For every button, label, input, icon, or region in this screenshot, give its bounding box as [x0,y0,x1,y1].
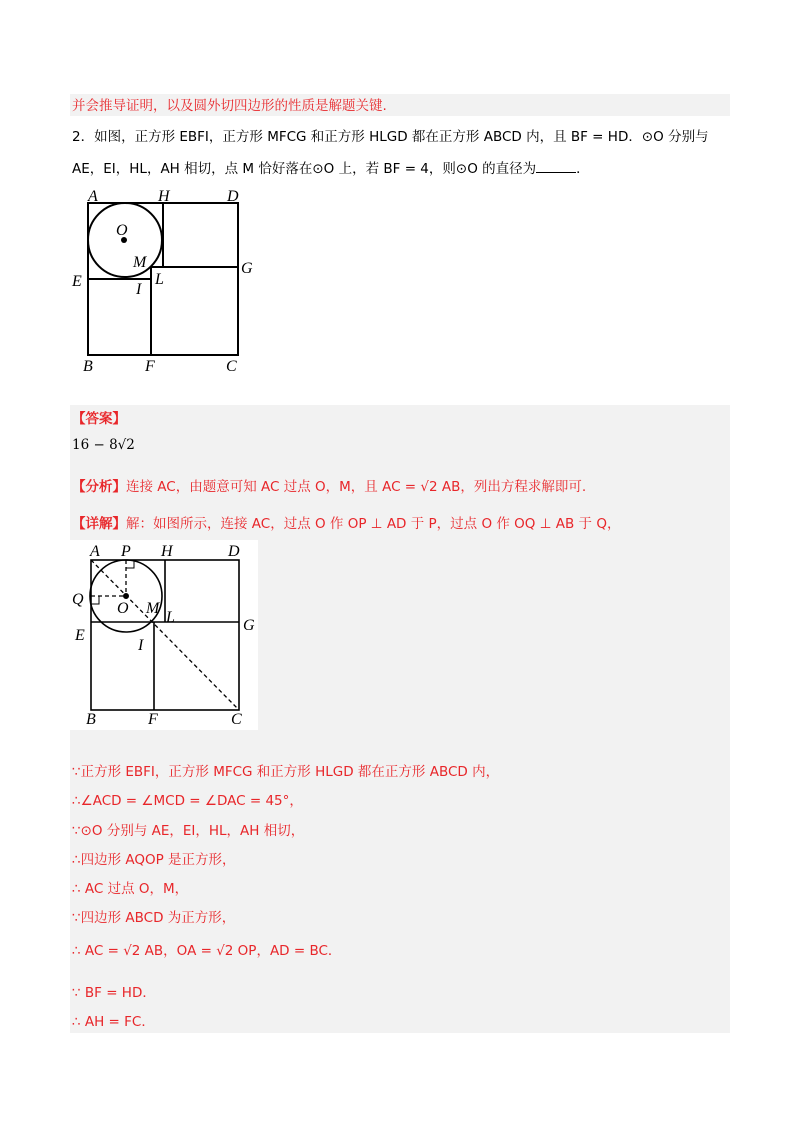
top-note: 并会推导证明，以及圆外切四边形的性质是解题关键. [72,98,387,114]
proof-line-3: ∵⊙O 分别与 AE，EI，HL，AH 相切， [72,823,305,839]
label-a: A [88,188,98,205]
label-b: B [83,358,93,375]
label-c: C [226,358,237,375]
label-i-2: I [138,637,144,654]
figure-1 [70,185,270,375]
problem-line-2 [72,160,590,178]
answer-blank [536,160,576,173]
point-o-dot-2 [123,593,129,599]
proof-line-8: ∵ BF = HD． [72,985,156,1001]
analysis-line [72,478,586,496]
proof-line-7: ∴ AC = √2 AB，OA = √2 OP，AD = BC． [72,943,342,959]
answer-value: 16 − 8√2 [72,437,135,453]
label-p-2: P [121,543,131,560]
label-l-2: L [166,609,175,626]
label-g-2: G [243,617,255,634]
label-i: I [136,281,142,298]
figure-2 [70,540,258,730]
label-a-2: A [90,543,100,560]
label-d: D [227,188,239,205]
label-c-2: C [231,711,242,728]
answer-heading: 【答案】 [72,411,126,427]
proof-line-2: ∴∠ACD = ∠MCD = ∠DAC = 45°， [72,793,303,809]
label-o-2: O [117,600,129,617]
proof-line-6: ∵四边形 ABCD 为正方形， [72,910,236,926]
analysis-heading: 【分析】 [72,479,126,495]
detail-line [72,515,620,533]
label-m-2: M [146,600,160,617]
label-g: G [241,260,253,277]
label-f: F [145,358,155,375]
proof-line-5: ∴ AC 过点 O，M， [72,881,189,897]
proof-line-1: ∵正方形 EBFI，正方形 MFCG 和正方形 HLGD 都在正方形 ABCD 内， [72,764,500,780]
label-o: O [116,222,128,239]
proof-line-4: ∴四边形 AQOP 是正方形， [72,852,236,868]
problem-line-2-end: ． [576,161,590,177]
label-f-2: F [148,711,158,728]
label-e: E [72,273,82,290]
problem-line-1: 2．如图，正方形 EBFI，正方形 MFCG 和正方形 HLGD 都在正方形 ABCD 内，且 BF = HD．⊙O 分别与 [72,129,709,145]
label-q-2: Q [72,591,84,608]
label-h-2: H [161,543,173,560]
label-h: H [158,188,170,205]
detail-heading: 【详解】 [72,516,126,532]
proof-line-9: ∴ AH = FC． [72,1014,155,1030]
label-b-2: B [86,711,96,728]
label-l: L [155,271,164,288]
detail-text: 解：如图所示，连接 AC，过点 O 作 OP ⊥ AD 于 P，过点 O 作 OQ ⊥ AB 于 Q， [126,516,621,532]
label-e-2: E [75,627,85,644]
label-m: M [133,254,147,271]
label-d-2: D [228,543,240,560]
analysis-text: 连接 AC，由题意可知 AC 过点 O，M，且 AC = √2 AB，列出方程求解即可. [126,479,587,495]
problem-line-2-text: AE，EI，HL，AH 相切，点 M 恰好落在⊙O 上，若 BF = 4，则⊙O 的直径为 [72,161,537,177]
